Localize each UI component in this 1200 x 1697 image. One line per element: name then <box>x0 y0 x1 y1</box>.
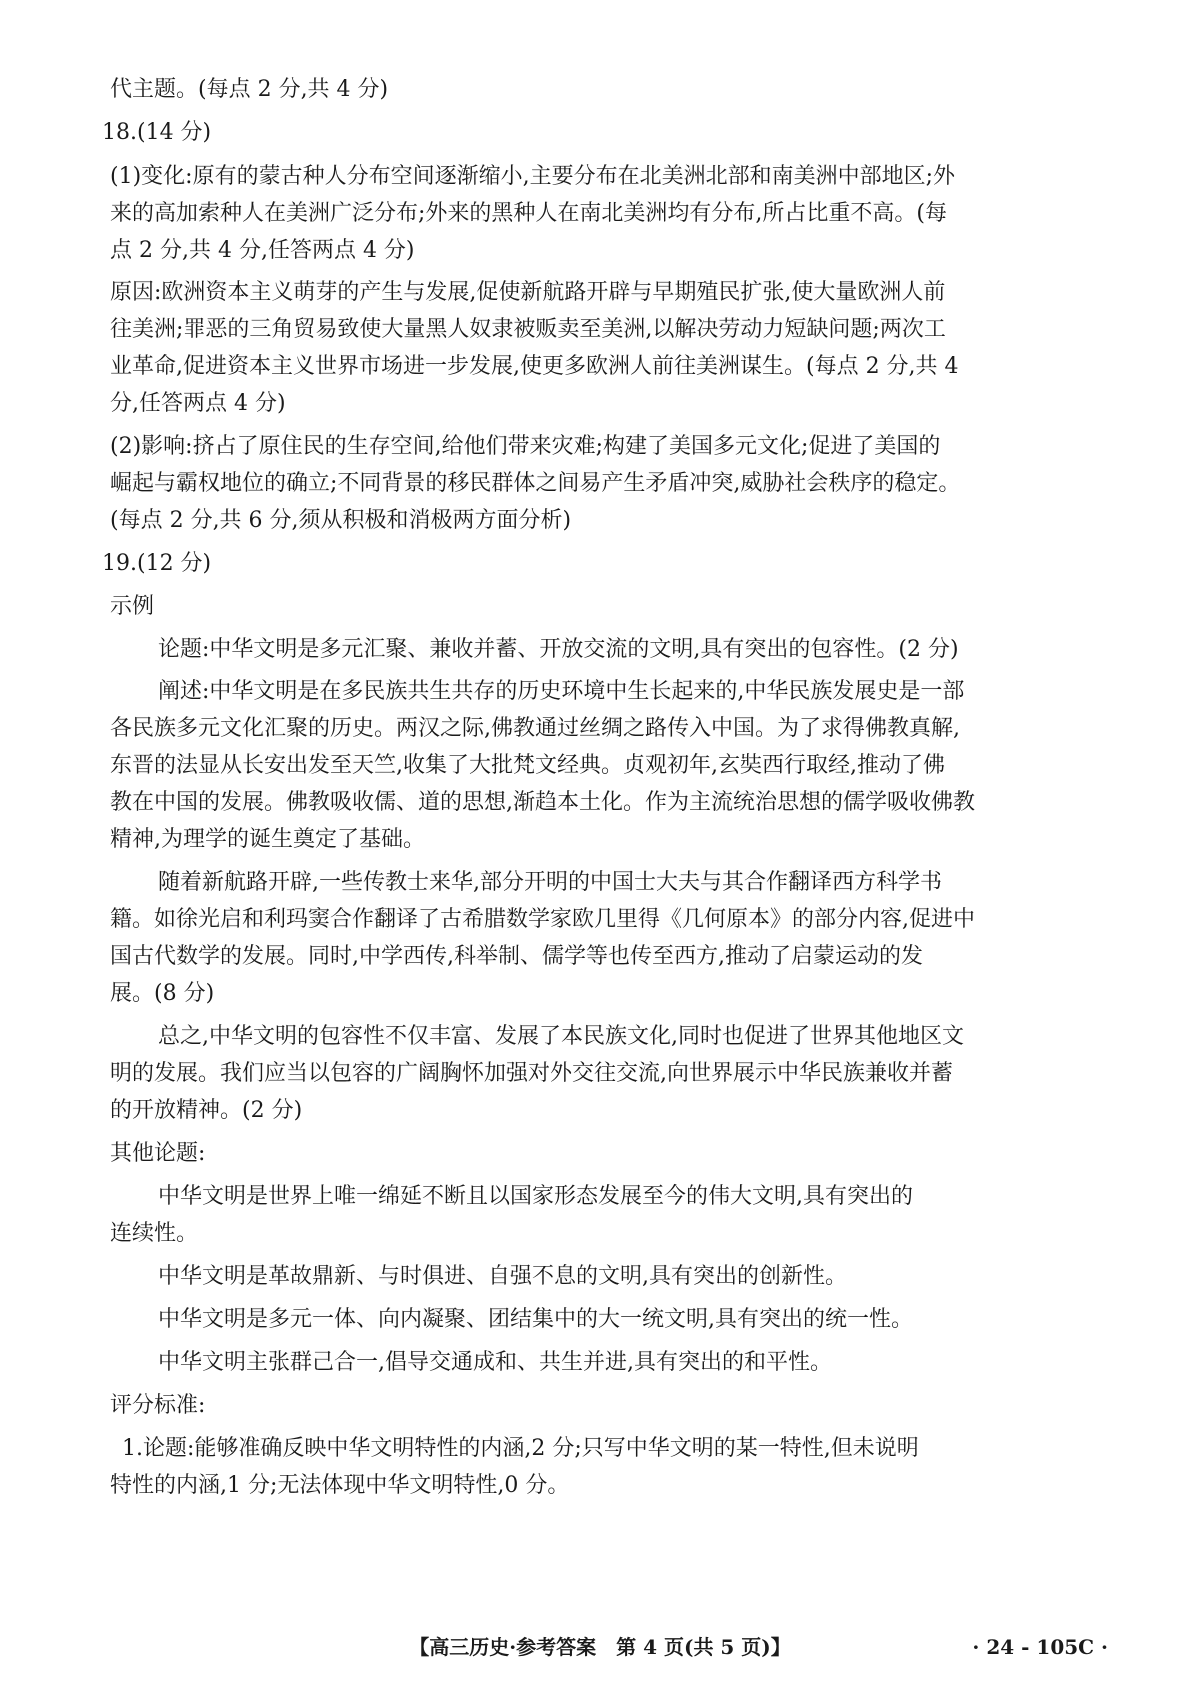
text-line: 中华文明是革故鼎新、与时俱进、自强不息的文明,具有突出的创新性。 <box>158 1264 847 1289</box>
text-line: 国古代数学的发展。同时,中学西传,科举制、儒学等也传至西方,推动了启蒙运动的发 <box>110 944 923 969</box>
text-line: 分,任答两点 4 分) <box>110 391 286 416</box>
text-line: 教在中国的发展。佛教吸收儒、道的思想,渐趋本土化。作为主流统治思想的儒学吸收佛教 <box>110 790 975 815</box>
question-18-heading: 18.(14 分) <box>102 120 212 145</box>
text-line: 论题:中华文明是多元汇聚、兼收并蓄、开放交流的文明,具有突出的包容性。(2 分) <box>158 637 959 662</box>
text-line: 总之,中华文明的包容性不仅丰富、发展了本民族文化,同时也促进了世界其他地区文 <box>158 1024 964 1049</box>
text-line: 精神,为理学的诞生奠定了基础。 <box>110 827 425 852</box>
text-line: 业革命,促进资本主义世界市场进一步发展,使更多欧洲人前往美洲谋生。(每点 2 分,共 4 <box>110 354 959 379</box>
text-line: 中华文明主张群己合一,倡导交通成和、共生并进,具有突出的和平性。 <box>158 1350 832 1375</box>
text-line: 随着新航路开辟,一些传教士来华,部分开明的中国士大夫与其合作翻译西方科学书 <box>158 870 942 895</box>
text-line: 中华文明是多元一体、向内凝聚、团结集中的大一统文明,具有突出的统一性。 <box>158 1307 913 1332</box>
text-line: 评分标准: <box>110 1393 206 1418</box>
text-line: 代主题。(每点 2 分,共 4 分) <box>110 77 389 102</box>
text-line: 中华文明是世界上唯一绵延不断且以国家形态发展至今的伟大文明,具有突出的 <box>158 1184 913 1209</box>
text-line: 示例 <box>110 594 155 619</box>
question-19-heading: 19.(12 分) <box>102 551 212 576</box>
text-line: 点 2 分,共 4 分,任答两点 4 分) <box>110 238 415 263</box>
text-line: (1)变化:原有的蒙古种人分布空间逐渐缩小,主要分布在北美洲北部和南美洲中部地区;外 <box>110 164 955 189</box>
text-line: 连续性。 <box>110 1221 199 1246</box>
text-line: (2)影响:挤占了原住民的生存空间,给他们带来灾难;构建了美国多元文化;促进了美国的 <box>110 434 941 459</box>
text-line: (每点 2 分,共 6 分,须从积极和消极两方面分析) <box>110 508 572 533</box>
text-line: 来的高加索种人在美洲广泛分布;外来的黑种人在南北美洲均有分布,所占比重不高。(每 <box>110 201 947 226</box>
text-line: 籍。如徐光启和利玛窦合作翻译了古希腊数学家欧几里得《几何原本》的部分内容,促进中 <box>110 907 975 932</box>
text-line: 阐述:中华文明是在多民族共生共存的历史环境中生长起来的,中华民族发展史是一部 <box>158 679 965 704</box>
text-line: 其他论题: <box>110 1141 206 1166</box>
footer-code: · 24 - 105C · <box>972 1635 1108 1659</box>
text-line: 特性的内涵,1 分;无法体现中华文明特性,0 分。 <box>110 1473 570 1498</box>
text-line: 的开放精神。(2 分) <box>110 1098 303 1123</box>
page-footer <box>0 1632 1200 1662</box>
text-line: 东晋的法显从长安出发至天竺,收集了大批梵文经典。贞观初年,玄奘西行取经,推动了佛 <box>110 753 945 778</box>
text-line: 展。(8 分) <box>110 981 215 1006</box>
text-line: 明的发展。我们应当以包容的广阔胸怀加强对外交往交流,向世界展示中华民族兼收并蓄 <box>110 1061 953 1086</box>
text-line: 原因:欧洲资本主义萌芽的产生与发展,促使新航路开辟与早期殖民扩张,使大量欧洲人前 <box>110 280 946 305</box>
text-line: 往美洲;罪恶的三角贸易致使大量黑人奴隶被贩卖至美洲,以解决劳动力短缺问题;两次工 <box>110 317 946 342</box>
footer-page-info: 【高三历史·参考答案 第 4 页(共 5 页)】 <box>409 1635 791 1659</box>
text-line: 各民族多元文化汇聚的历史。两汉之际,佛教通过丝绸之路传入中国。为了求得佛教真解, <box>110 716 960 741</box>
text-line: 崛起与霸权地位的确立;不同背景的移民群体之间易产生矛盾冲突,威胁社会秩序的稳定。 <box>110 471 961 496</box>
text-line: 1.论题:能够准确反映中华文明特性的内涵,2 分;只写中华文明的某一特性,但未说明 <box>122 1436 919 1461</box>
